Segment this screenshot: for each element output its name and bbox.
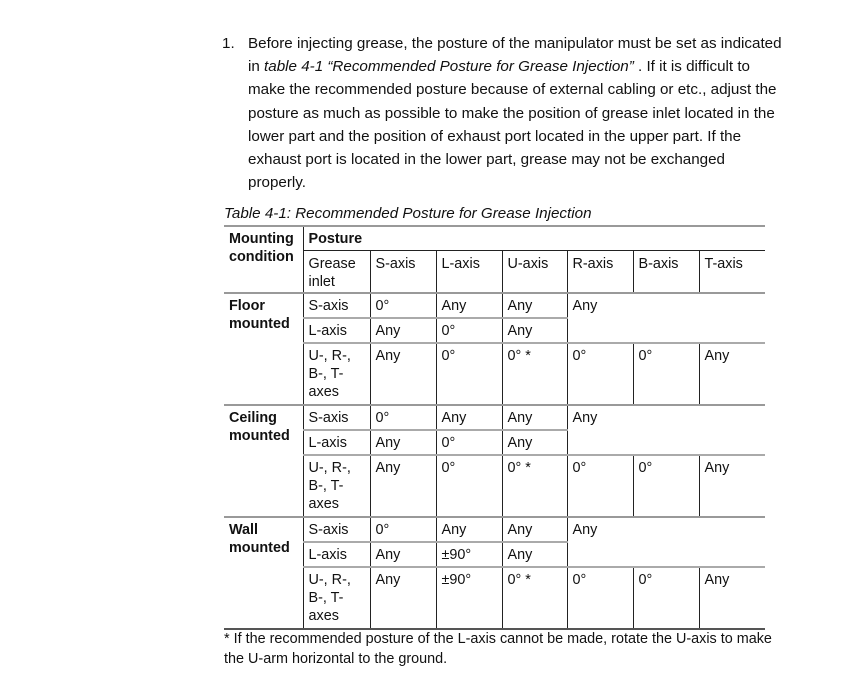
cell-u: 0° * bbox=[502, 567, 567, 629]
table-footnote: * If the recommended posture of the L-axis cannot be made, rotate the U-axis to make the U-arm horizontal to the ground. bbox=[224, 631, 772, 667]
mounting-ceiling: Ceiling mounted bbox=[224, 405, 303, 517]
table-row bbox=[224, 405, 765, 430]
table-row bbox=[224, 293, 765, 318]
cell-rbt: Any bbox=[567, 517, 765, 567]
table-row bbox=[224, 567, 765, 629]
table-row bbox=[224, 455, 765, 517]
cell-b: 0° bbox=[633, 455, 699, 517]
cell-t: Any bbox=[699, 343, 765, 405]
step-number: 1. bbox=[222, 35, 235, 52]
cell-s: Any bbox=[370, 455, 436, 517]
cell-inlet: S-axis bbox=[303, 517, 370, 542]
cell-u: Any bbox=[502, 542, 567, 567]
cell-u: Any bbox=[502, 293, 567, 318]
table-row bbox=[224, 517, 765, 542]
cell-l: ±90° bbox=[436, 542, 502, 567]
cell-inlet: U-, R-, B-, T-axes bbox=[303, 455, 370, 517]
cell-u: Any bbox=[502, 430, 567, 455]
cell-t: Any bbox=[699, 567, 765, 629]
header-col-u-axis: U-axis bbox=[502, 250, 567, 293]
step-text bbox=[248, 32, 782, 194]
cell-l: Any bbox=[436, 405, 502, 430]
cell-r: 0° bbox=[567, 343, 633, 405]
cell-s: Any bbox=[370, 542, 436, 567]
cell-s: Any bbox=[370, 567, 436, 629]
cell-inlet: S-axis bbox=[303, 405, 370, 430]
cell-inlet: S-axis bbox=[303, 293, 370, 318]
cell-l: 0° bbox=[436, 455, 502, 517]
posture-table bbox=[224, 225, 765, 630]
step-text-before: Before injecting grease, the posture of the manipulator must be set as indicated in bbox=[248, 35, 782, 76]
cell-inlet: L-axis bbox=[303, 430, 370, 455]
header-col-s-axis: S-axis bbox=[370, 250, 436, 293]
cell-inlet: L-axis bbox=[303, 542, 370, 567]
cell-inlet: U-, R-, B-, T-axes bbox=[303, 343, 370, 405]
cell-l: Any bbox=[436, 517, 502, 542]
cell-t: Any bbox=[699, 455, 765, 517]
cell-u: 0° * bbox=[502, 343, 567, 405]
table-caption: Table 4-1: Recommended Posture for Grease Injection bbox=[224, 205, 592, 222]
cell-l: 0° bbox=[436, 343, 502, 405]
mounting-wall: Wall mounted bbox=[224, 517, 303, 629]
cell-inlet: L-axis bbox=[303, 318, 370, 343]
cell-s: 0° bbox=[370, 517, 436, 542]
cell-inlet: U-, R-, B-, T-axes bbox=[303, 567, 370, 629]
step-text-after: . If it is difficult to make the recommended posture because of external cabling or etc., adjust the posture as much as possible to make the position of grease inlet located in the lower part and the position of exhaust port located in the upper part. If the exhaust port is located in the lower part, grease may not be exchanged properly. bbox=[248, 58, 777, 192]
cell-l: Any bbox=[436, 293, 502, 318]
header-mounting: Mounting condition bbox=[224, 226, 303, 293]
cell-s: Any bbox=[370, 318, 436, 343]
table-reference[interactable]: table 4-1 “Recommended Posture for Grease Injection” bbox=[264, 58, 634, 76]
header-col-grease-inlet: Grease inlet bbox=[303, 250, 370, 293]
cell-r: 0° bbox=[567, 567, 633, 629]
cell-u: Any bbox=[502, 405, 567, 430]
cell-b: 0° bbox=[633, 343, 699, 405]
header-col-t-axis: T-axis bbox=[699, 250, 765, 293]
cell-rbt: Any bbox=[567, 405, 765, 455]
cell-l: 0° bbox=[436, 430, 502, 455]
cell-u: Any bbox=[502, 318, 567, 343]
cell-b: 0° bbox=[633, 567, 699, 629]
header-col-b-axis: B-axis bbox=[633, 250, 699, 293]
cell-u: 0° * bbox=[502, 455, 567, 517]
cell-rbt: Any bbox=[567, 293, 765, 343]
header-col-r-axis: R-axis bbox=[567, 250, 633, 293]
header-col-l-axis: L-axis bbox=[436, 250, 502, 293]
cell-s: 0° bbox=[370, 405, 436, 430]
cell-s: Any bbox=[370, 343, 436, 405]
table-row bbox=[224, 343, 765, 405]
cell-r: 0° bbox=[567, 455, 633, 517]
mounting-floor: Floor mounted bbox=[224, 293, 303, 405]
cell-l: 0° bbox=[436, 318, 502, 343]
header-posture: Posture bbox=[303, 226, 765, 250]
cell-s: Any bbox=[370, 430, 436, 455]
cell-s: 0° bbox=[370, 293, 436, 318]
cell-u: Any bbox=[502, 517, 567, 542]
cell-l: ±90° bbox=[436, 567, 502, 629]
